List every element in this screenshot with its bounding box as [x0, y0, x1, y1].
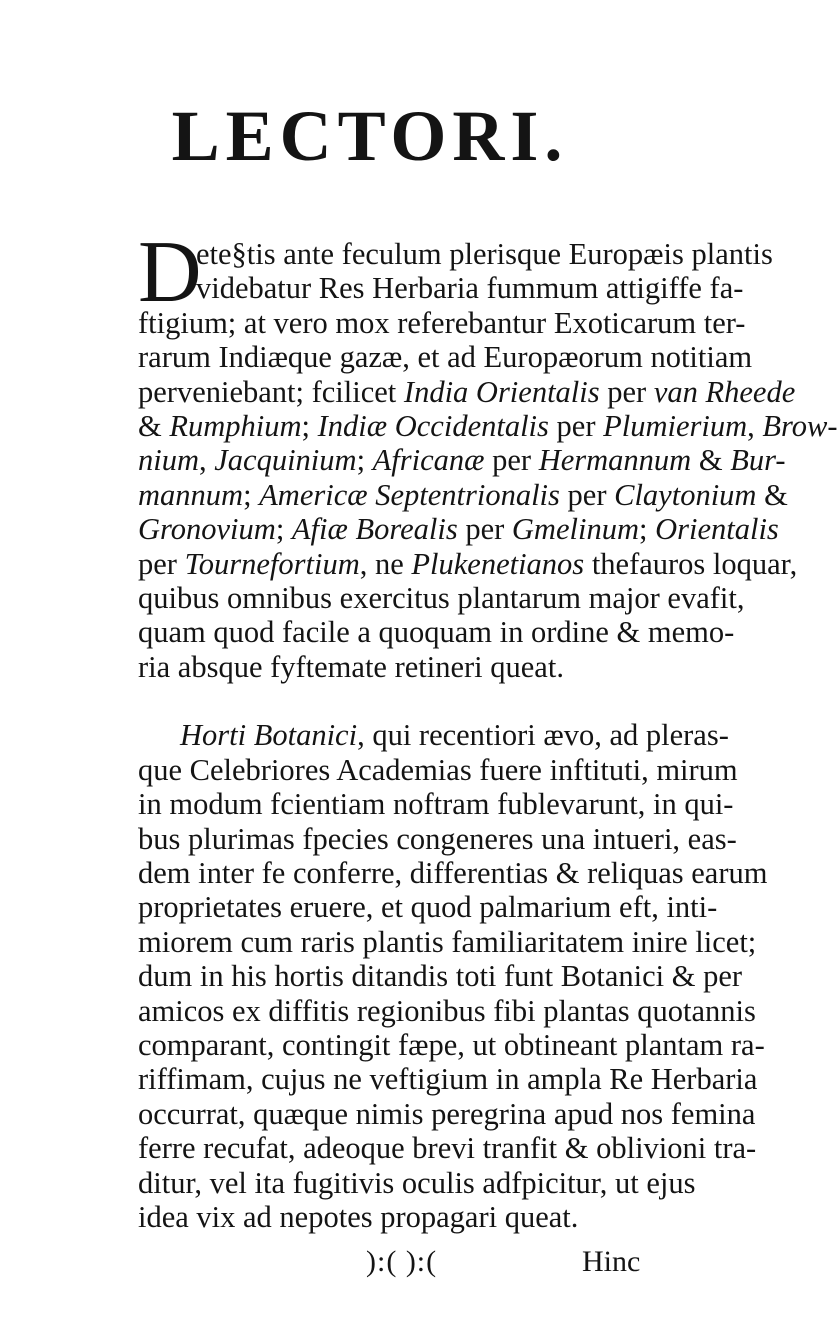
text-segment: ete§tis ante feculum plerisque Europæis plantis — [196, 237, 773, 271]
text-segment: ; — [243, 477, 260, 512]
text-segment: per — [559, 477, 615, 512]
catchword: Hinc — [582, 1245, 641, 1278]
italic-name: Indiæ Occidentalis — [317, 409, 549, 444]
text-segment: occurrat, quæque nimis peregrina apud nos femina — [138, 1096, 756, 1131]
italic-name: Afiæ Borealis — [291, 512, 458, 547]
text-segment: videbatur Res Herbaria fummum attigiffe fa- — [196, 271, 744, 306]
text-line — [138, 890, 718, 925]
text-segment: amicos ex diffitis regionibus fibi plantas quotannis — [138, 993, 756, 1028]
text-segment: per — [599, 374, 654, 409]
text-segment: , — [199, 443, 215, 478]
text-line — [138, 305, 746, 340]
text-segment: comparant, contingit fæpe, ut obtineant plantam ra- — [138, 1027, 765, 1062]
text-line — [138, 855, 768, 890]
text-line — [138, 374, 796, 409]
text-line — [138, 1062, 758, 1097]
paragraph-1 — [138, 224, 838, 684]
text-line — [138, 821, 737, 856]
italic-name: Bur- — [730, 443, 786, 478]
body-text — [138, 224, 838, 1234]
text-segment: perveniebant; fcilicet — [138, 374, 404, 409]
text-segment: ftigium; at vero mox referebantur Exoticarum ter- — [138, 305, 746, 340]
italic-name: Jacquinium — [214, 443, 357, 478]
text-line — [138, 512, 779, 547]
text-line — [138, 1027, 765, 1062]
text-line — [138, 1165, 696, 1200]
text-segment: thefauros loquar, — [584, 546, 798, 581]
text-segment: & — [756, 477, 788, 512]
text-segment: per — [484, 443, 539, 478]
text-segment: proprietates eruere, et quod palmarium eft, inti- — [138, 890, 718, 925]
text-line — [138, 924, 757, 959]
italic-name: Horti Botanici — [180, 718, 358, 753]
text-line — [138, 1131, 757, 1166]
text-segment: ditur, vel ita fugitivis oculis adfpicitur, ut ejus — [138, 1165, 696, 1200]
text-line — [138, 581, 745, 616]
italic-name: Gmelinum — [511, 512, 639, 547]
text-segment: ; — [275, 512, 292, 547]
italic-name: van Rheede — [653, 374, 796, 409]
text-segment: , ne — [359, 546, 412, 581]
italic-name: Gronovium — [138, 512, 276, 547]
text-segment: quibus omnibus exercitus plantarum major evafit, — [138, 581, 745, 616]
text-segment: per — [138, 546, 185, 581]
text-segment: ; — [356, 443, 373, 478]
text-line — [138, 959, 743, 994]
text-line — [138, 477, 788, 512]
italic-name: Hermannum — [538, 443, 692, 478]
italic-name: Plumierium — [603, 409, 748, 444]
italic-name: mannum — [138, 477, 244, 512]
italic-name: Africanæ — [372, 443, 485, 478]
text-line — [138, 546, 798, 581]
text-segment: & — [691, 443, 731, 478]
italic-name: India Orientalis — [403, 374, 600, 409]
text-line — [138, 718, 729, 753]
text-line — [138, 340, 753, 375]
text-segment: ; — [638, 512, 656, 547]
drop-cap: D — [138, 224, 202, 321]
text-line — [138, 443, 786, 478]
text-segment: bus plurimas fpecies congeneres una intueri, eas- — [138, 821, 737, 856]
text-line — [138, 993, 756, 1028]
text-segment: , — [747, 409, 763, 444]
italic-name: Tournefortium — [184, 546, 360, 581]
italic-name: Americæ Septentrionalis — [259, 477, 560, 512]
italic-name: Rumphium — [169, 409, 302, 444]
text-segment: dem inter fe conferre, differentias & reliquas earum — [138, 855, 768, 890]
italic-name: Brow- — [762, 409, 838, 444]
text-line — [138, 409, 838, 444]
text-line — [138, 1200, 658, 1234]
text-segment: , qui recentiori ævo, ad pleras- — [357, 718, 729, 753]
text-line — [138, 650, 658, 684]
text-segment: dum in his hortis ditandis toti funt Botanici & per — [138, 959, 743, 994]
text-line — [138, 271, 744, 306]
signature-mark: ):( ):( — [366, 1245, 438, 1278]
text-segment: rarum Indiæque gazæ, et ad Europæorum notitiam — [138, 340, 753, 375]
text-segment: riffimam, cujus ne veftigium in ampla Re Herbaria — [138, 1062, 758, 1097]
text-line — [138, 787, 734, 822]
italic-name: Orientalis — [655, 512, 779, 547]
text-segment: in modum fcientiam noftram fublevarunt, in qui- — [138, 787, 734, 822]
paragraph-2 — [138, 718, 768, 1234]
text-line — [138, 1096, 756, 1131]
text-segment: ; — [301, 409, 318, 444]
page-footer — [0, 1245, 801, 1285]
text-segment: per — [457, 512, 512, 547]
italic-name: Plukenetianos — [411, 546, 585, 581]
text-segment: per — [548, 409, 604, 444]
text-line — [138, 752, 738, 787]
italic-name: Claytonium — [614, 477, 757, 512]
text-segment: & — [138, 409, 170, 444]
text-segment: ria absque fyftemate retineri queat. — [138, 649, 564, 684]
text-segment: quam quod facile a quoquam in ordine & memo- — [138, 615, 735, 650]
text-segment: ferre recufat, adeoque brevi tranfit & oblivioni tra- — [138, 1131, 757, 1166]
italic-name: nium — [138, 443, 199, 478]
text-line — [138, 615, 735, 650]
text-segment: miorem cum raris plantis familiaritatem inire licet; — [138, 924, 757, 959]
text-segment: que Celebriores Academias fuere inftituti, mirum — [138, 752, 738, 787]
text-segment: idea vix ad nepotes propagari queat. — [138, 1199, 579, 1234]
page-title: LECTORI. — [171, 96, 569, 176]
